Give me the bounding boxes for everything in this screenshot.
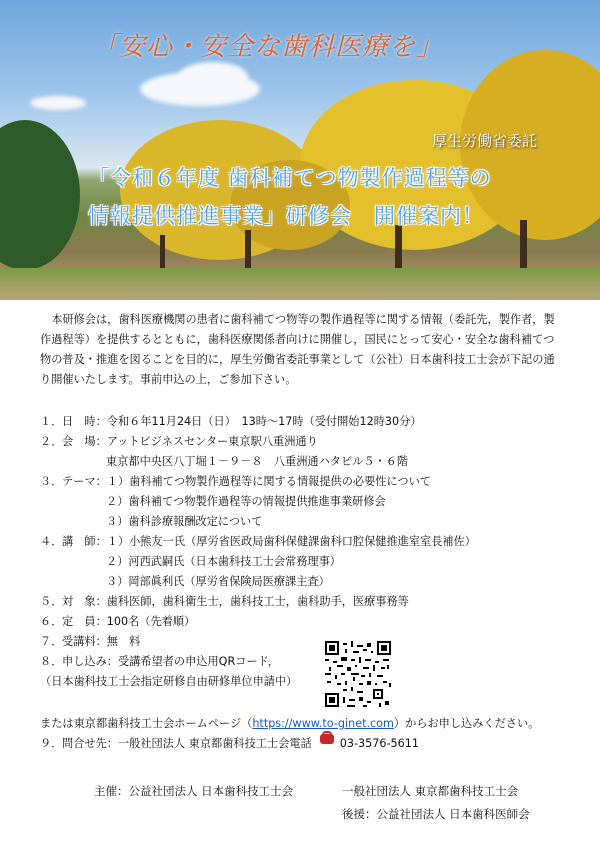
headline: 「安心・安全な歯科医療を」 [92,32,444,62]
item-label: 問合せ先： [62,737,118,750]
item-label: 申し込み： [62,655,118,668]
item-number: ８． [40,655,63,668]
ground [0,268,600,300]
organizer-line-1 [94,783,293,799]
event-title-line2: 情報提供推進事業」研修会 開催案内！ [88,204,484,228]
item-value: 令和６年11月24日（日） 13時～17時（受付開始12時30分） [106,415,422,428]
lecturer-sub-2: ２）河西武嗣氏（日本歯科技工士会常務理事） [106,555,341,568]
item-label: テーマ： [62,475,107,488]
web-suffix: ）からお申し込みください。 [393,717,540,730]
spacer [40,692,560,714]
item-venue [40,432,560,452]
apply-note: （日本歯科技工士会指定研修自由研修単位申請中） [40,675,298,688]
item-number: ３． [40,475,63,488]
sponsor-label: 後援： [342,807,377,821]
item-value: アットビジネスセンター東京駅八重洲通り [106,435,318,448]
item-target [40,592,560,612]
item-value: 100名（先着順） [106,615,196,628]
item-date [40,412,560,432]
website-link[interactable]: https://www.to-ginet.com [252,717,394,730]
item-label: 対 象： [62,595,107,608]
organizer-line-2: 一般社団法人 東京都歯科技工士会 [342,784,519,798]
item-contact [40,734,560,754]
web-prefix: または東京都歯科技工士会ホームページ（ [40,717,253,730]
item-theme [40,472,560,492]
item-number: ７． [40,635,63,648]
item-value: １）小熊友一氏（厚労省医政局歯科保健課歯科口腔保健推進室室長補佐） [106,535,476,548]
item-number: ２． [40,435,63,448]
tree-trunk [520,220,527,275]
web-apply-line [40,714,560,734]
item-number: ５． [40,595,63,608]
document-body [40,310,560,754]
venue-address: 東京都中央区八丁堀１－９－８ 八重洲通ハタビル５・６階 [106,455,409,468]
item-label: 受講料： [62,635,107,648]
item-number: ４． [40,535,63,548]
cloud [178,62,248,92]
item-label: 日 時： [62,415,107,428]
event-title-line1: 「令和６年度 歯科補てつ物製作過程等の [88,166,492,190]
sponsor-line [342,806,530,822]
item-label: 定 員： [62,615,107,628]
qr-code-image[interactable] [325,641,391,707]
phone-number: 03-3576-5611 [339,737,419,750]
item-label: 会 場： [62,435,107,448]
item-lecturer [40,532,560,552]
item-value: １）歯科補てつ物製作過程等に関する情報提供の必要性について [106,475,431,488]
item-value: 一般社団法人 東京都歯科技工士会電話 [117,737,312,750]
sponsor-name: 公益社団法人 日本歯科医師会 [376,807,530,821]
lecturer-sub-3: ３）岡部眞利氏（厚労省保険局医療課主査） [106,575,330,588]
theme-sub-3: ３）歯科診療報酬改定について [106,515,263,528]
item-fee [40,632,560,652]
hero-banner [0,0,600,300]
cloud [30,96,86,110]
item-number: ９． [40,737,63,750]
item-label: 講 師： [62,535,107,548]
item-value: 歯科医師，歯科衛生士，歯科技工士，歯科助手，医療事務等 [106,595,409,608]
phone-icon [320,734,334,744]
organizer-label: 主催： [94,784,129,798]
tree [0,120,80,270]
theme-sub-2: ２）歯科補てつ物製作過程等の情報提供推進事業研修会 [106,495,386,508]
intro-paragraph: 本研修会は，歯科医療機関の患者に歯科補てつ物等の製作過程等に関する情報（委託先，製作者，製作過程等）を提供するとともに，歯科医療関係者向けに開催し，国民にとって安心・安全な歯科補てつ物の普及・推進を図ることを目的に，厚生労働省委託事業として（公社）日本歯科技工士会が下記の通り開催いたします。事前申込の上，ご参加下さい。 [40,313,555,386]
item-capacity [40,612,560,632]
ministry-note: 厚生労働省委託 [432,132,538,150]
organizer-name: 公益社団法人 日本歯科技工士会 [128,784,294,798]
item-apply [40,652,560,672]
item-value: 受講希望者の申込用QRコード， [117,655,279,668]
item-number: １． [40,415,63,428]
item-value: 無 料 [106,635,141,648]
item-number: ６． [40,615,63,628]
